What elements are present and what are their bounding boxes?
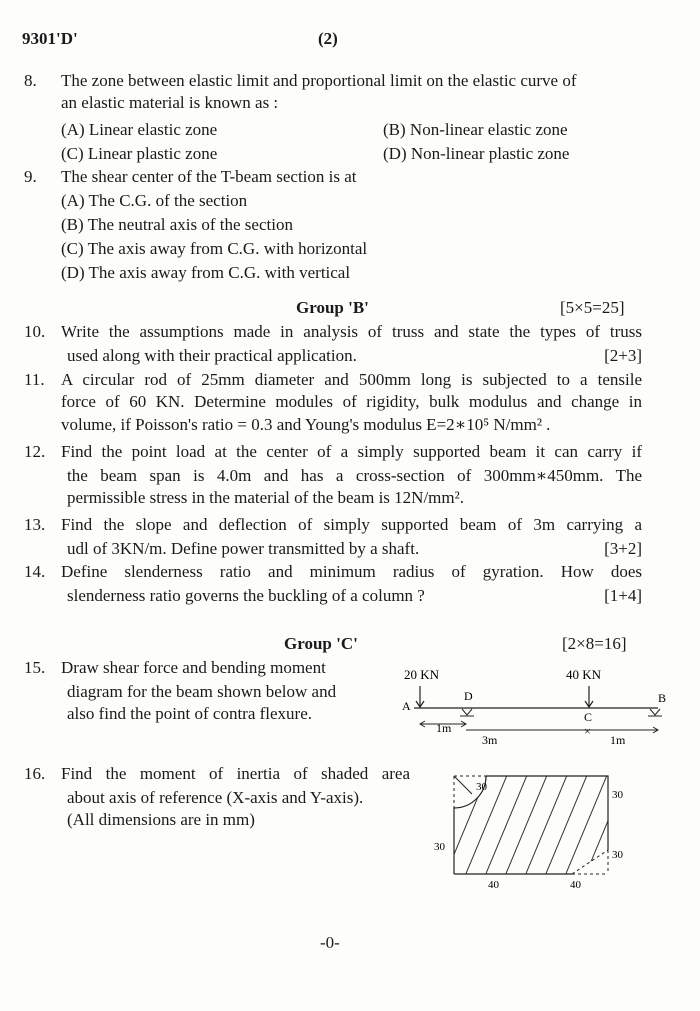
group-c-marks: [2×8=16] <box>562 634 627 653</box>
question-number: 10. <box>24 322 46 341</box>
question-15 <box>24 657 384 729</box>
roller-support-icon <box>460 709 474 716</box>
question-text: volume, if Poisson's ratio = 0.3 and Young's modulus E=2∗10⁵ N/mm² . <box>61 414 551 434</box>
footer-page-number: -0- <box>320 933 340 952</box>
question-number: 15. <box>24 658 46 677</box>
question-marks: [3+2] <box>604 539 642 558</box>
question-11 <box>24 369 642 441</box>
dim-right-bottom-30: 30 <box>612 849 623 861</box>
option-d: (D) The axis away from C.G. with vertical <box>61 263 351 282</box>
question-text: diagram for the beam shown below and <box>67 682 337 701</box>
dim-bottom-right-40: 40 <box>570 879 581 891</box>
option-b: (B) Non-linear elastic zone <box>383 120 568 139</box>
question-text: Define slenderness ratio and minimum radius of gyration. How does <box>61 562 642 581</box>
load-label-40kn: 40 KN <box>566 667 602 682</box>
page-number: (2) <box>318 29 338 48</box>
question-number: 12. <box>24 442 46 461</box>
question-text: Find the point load at the center of a simply supported beam it can carry if <box>61 442 642 461</box>
question-number: 16. <box>24 764 46 783</box>
question-marks: [2+3] <box>604 346 642 365</box>
question-number: 11. <box>24 370 45 389</box>
dim-1m-left: 1m <box>436 721 452 735</box>
group-c-title: Group 'C' <box>284 634 358 653</box>
question-text: udl of 3KN/m. Define power transmitted by a shaft. <box>67 539 420 558</box>
question-number: 13. <box>24 515 46 534</box>
option-c: (C) The axis away from C.G. with horizontal <box>61 239 368 258</box>
shaded-area-diagram <box>430 768 640 896</box>
option-a: (A) Linear elastic zone <box>61 120 218 139</box>
question-text: force of 60 KN. Determine modules of rigidity, bulk modulus and change in <box>61 392 642 412</box>
question-text: also find the point of contra flexure. <box>67 704 313 724</box>
group-b-title: Group 'B' <box>296 298 369 317</box>
question-13 <box>24 514 642 562</box>
point-b-label: B <box>658 691 667 705</box>
load-label-20kn: 20 KN <box>404 667 440 682</box>
question-text: A circular rod of 25mm diameter and 500mm long is subjected to a tensile <box>61 370 642 389</box>
option-d: (D) Non-linear plastic zone <box>383 144 570 163</box>
option-b: (B) The neutral axis of the section <box>61 215 293 234</box>
question-text: Find the moment of inertia of shaded area <box>61 764 410 783</box>
dim-1m-right: 1m <box>610 733 626 747</box>
question-text: about axis of reference (X-axis and Y-axis). <box>67 788 364 807</box>
question-text: The shear center of the T-beam section is at <box>61 167 357 186</box>
option-a: (A) The C.G. of the section <box>61 191 248 210</box>
dim-right-top-30: 30 <box>612 789 623 801</box>
option-c: (C) Linear plastic zone <box>61 144 218 163</box>
question-number: 14. <box>24 562 46 581</box>
point-c-label: C <box>584 710 593 724</box>
point-a-label: A <box>402 699 411 713</box>
question-text: Find the slope and deflection of simply supported beam of 3m carrying a <box>61 515 642 534</box>
question-text: an elastic material is known as : <box>61 93 279 113</box>
dim-radius-30: 30 <box>476 781 487 793</box>
beam-diagram <box>396 660 680 752</box>
question-text: slenderness ratio governs the buckling of a column ? <box>67 586 425 605</box>
load-arrow-icon <box>416 686 424 707</box>
question-text: The zone between elastic limit and proportional limit on the elastic curve of <box>61 71 577 90</box>
point-d-label: D <box>464 689 473 703</box>
question-text: (All dimensions are in mm) <box>67 810 255 830</box>
question-text: permissible stress in the material of the beam is 12N/mm². <box>67 488 464 508</box>
group-b-marks: [5×5=25] <box>560 298 625 317</box>
question-text: Write the assumptions made in analysis of truss and state the types of truss <box>61 322 642 341</box>
paper-code: 9301'D' <box>22 29 78 48</box>
question-14 <box>24 561 642 609</box>
dim-3m: 3m <box>482 733 498 747</box>
question-text: the beam span is 4.0m and has a cross-section of 300mm∗450mm. The <box>67 466 642 485</box>
question-16 <box>24 763 424 835</box>
cross-mark-icon: × <box>584 724 591 738</box>
question-12 <box>24 441 642 513</box>
question-number: 8. <box>24 71 37 90</box>
question-number: 9. <box>24 167 37 186</box>
question-text: Draw shear force and bending moment <box>61 658 326 677</box>
question-9 <box>24 166 644 286</box>
dim-bottom-left-40: 40 <box>488 879 499 891</box>
question-10 <box>24 321 642 369</box>
dim-left-30: 30 <box>434 841 445 853</box>
load-arrow-icon <box>585 686 593 707</box>
question-marks: [1+4] <box>604 586 642 605</box>
roller-support-icon <box>648 709 662 716</box>
question-text: used along with their practical application. <box>67 346 357 365</box>
